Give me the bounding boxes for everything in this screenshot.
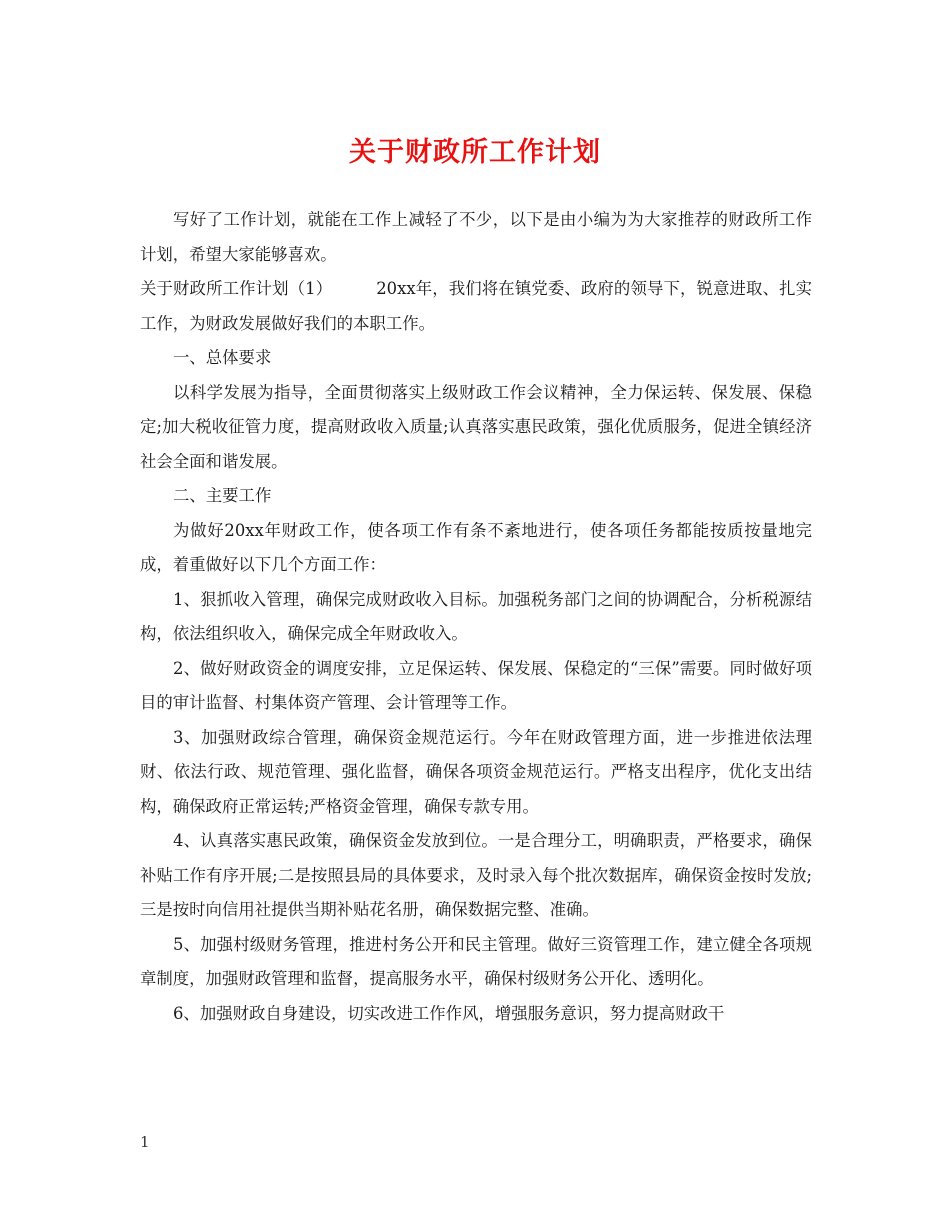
document-title: 关于财政所工作计划: [349, 137, 601, 168]
page-number: 1: [140, 1133, 150, 1151]
section-general-body: 以科学发展为指导，全面贯彻落实上级财政工作会议精神，全力保运转、保发展、保稳定;加大税收征管力度，提高财政收入质量;认真落实惠民政策，强化优质服务，促进全镇经济社会全面和谐发展。: [140, 382, 812, 471]
section-heading-main-work: 二、主要工作: [173, 486, 272, 505]
plan-intro-text: 20xx年，我们将在镇党委、政府的领导下，锐意进取、扎实工作，为财政发展做好我们的本职工作。: [140, 279, 812, 333]
section-heading-general: 一、总体要求: [173, 348, 272, 367]
work-item-3: 3、加强财政综合管理，确保资金规范运行。今年在财政管理方面，进一步推进依法理财、依法行政、规范管理、强化监督，确保各项资金规范运行。严格支出程序，优化支出结构，确保政府正常运转;严格资金管理，确保专款专用。: [140, 727, 812, 816]
work-item-2: 2、做好财政资金的调度安排，立足保运转、保发展、保稳定的“三保”需要。同时做好项目的审计监督、村集体资产管理、会计管理等工作。: [140, 658, 812, 712]
section-main-work-intro: 为做好20xx年财政工作，使各项工作有条不紊地进行，使各项任务都能按质按量地完成，着重做好以下几个方面工作：: [140, 520, 812, 574]
plan-heading: 关于财政所工作计划（1）: [140, 279, 333, 298]
intro-paragraph: 写好了工作计划，就能在工作上减轻了不少，以下是由小编为为大家推荐的财政所工作计划，希望大家能够喜欢。: [140, 210, 812, 264]
work-item-1: 1、狠抓收入管理，确保完成财政收入目标。加强税务部门之间的协调配合，分析税源结构，依法组织收入，确保完成全年财政收入。: [140, 589, 812, 643]
document-body: [140, 203, 812, 1031]
work-item-4: 4、认真落实惠民政策，确保资金发放到位。一是合理分工，明确职责，严格要求，确保补贴工作有序开展;二是按照县局的具体要求，及时录入每个批次数据库，确保资金按时发放;三是按时向信用社提供当期补贴花名册，确保数据完整、准确。: [140, 831, 812, 919]
plan-intro-paragraph: [140, 272, 812, 341]
work-item-5: 5、加强村级财务管理，推进村务公开和民主管理。做好三资管理工作，建立健全各项规章制度，加强财政管理和监督，提高服务水平，确保村级财务公开化、透明化。: [140, 934, 812, 988]
work-item-6: 6、加强财政自身建设，切实改进工作作风，增强服务意识，努力提高财政干: [173, 1003, 725, 1023]
